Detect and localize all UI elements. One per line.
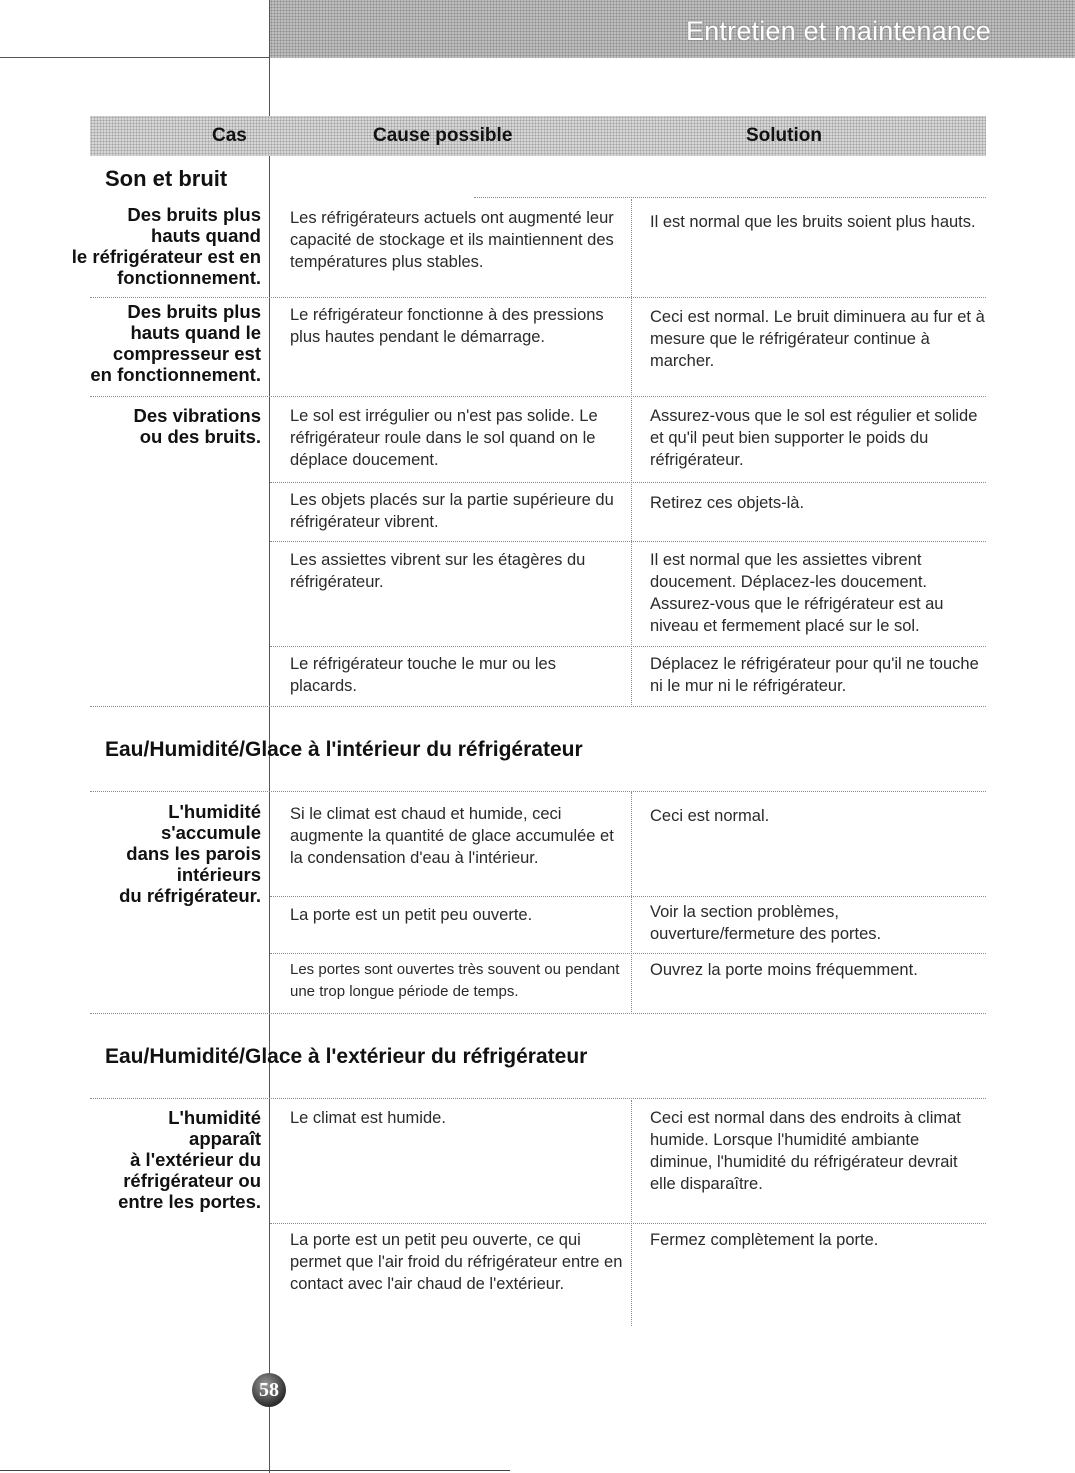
divider bbox=[270, 541, 986, 542]
cause-cell: Le sol est irrégulier ou n'est pas solide. Le réfrigérateur roule dans le sol quand on le déplace doucement. bbox=[290, 407, 598, 469]
divider bbox=[270, 896, 986, 897]
solution-cell: Voir la section problèmes, ouverture/fermeture des portes. bbox=[650, 903, 882, 943]
header-title: Entretien et maintenance bbox=[686, 16, 991, 46]
solution-cell: Il est normal que les bruits soient plus hauts. bbox=[650, 213, 976, 231]
cause-cell: Les portes sont ouvertes très souvent ou pendant une trop longue période de temps. bbox=[290, 961, 620, 1000]
column-divider bbox=[631, 1100, 632, 1326]
cause-cell: Les objets placés sur la partie supérieure du réfrigérateur vibrent. bbox=[290, 491, 614, 531]
divider bbox=[90, 297, 986, 298]
divider bbox=[90, 791, 986, 792]
cause-cell: La porte est un petit peu ouverte, ce qui permet que l'air froid du réfrigérateur entre en contact avec l'air chaud de l'extérieur. bbox=[290, 1231, 623, 1293]
cause-cell: Le réfrigérateur touche le mur ou les placards. bbox=[290, 655, 556, 695]
cause-cell: Si le climat est chaud et humide, ceci augmente la quantité de glace accumulée et la condensation d'eau à l'intérieur. bbox=[290, 805, 614, 867]
section-title-interieur: Eau/Humidité/Glace à l'intérieur du réfrigérateur bbox=[105, 738, 583, 761]
column-header-cas: Cas bbox=[212, 125, 247, 146]
divider bbox=[270, 1223, 986, 1224]
case-humidite-interieur: L'humidité s'accumule dans les parois intérieurs du réfrigérateur. bbox=[119, 801, 261, 906]
section-title-son: Son et bruit bbox=[105, 166, 228, 191]
column-header-cause: Cause possible bbox=[373, 125, 513, 146]
case-vibrations: Des vibrations ou des bruits. bbox=[133, 405, 261, 447]
top-rule bbox=[0, 57, 270, 58]
solution-cell: Ceci est normal. Le bruit diminuera au fur et à mesure que le réfrigérateur continue à marcher. bbox=[650, 308, 985, 370]
solution-cell: Ceci est normal. bbox=[650, 807, 770, 825]
divider bbox=[270, 482, 986, 483]
divider bbox=[270, 953, 986, 954]
case-humidite-exterieur: L'humidité apparaît à l'extérieur du réfrigérateur ou entre les portes. bbox=[118, 1107, 261, 1212]
divider bbox=[270, 646, 986, 647]
case-bruits-fonctionnement: Des bruits plus hauts quand le réfrigérateur est en fonctionnement. bbox=[71, 204, 261, 288]
divider bbox=[90, 1098, 986, 1099]
solution-cell: Fermez complètement la porte. bbox=[650, 1231, 879, 1249]
margin-rule bbox=[269, 0, 270, 1473]
divider bbox=[474, 197, 986, 198]
divider bbox=[90, 706, 986, 707]
bottom-rule bbox=[0, 1470, 510, 1471]
solution-cell: Déplacez le réfrigérateur pour qu'il ne touche ni le mur ni le réfrigérateur. bbox=[650, 655, 979, 695]
cause-cell: Les réfrigérateurs actuels ont augmenté leur capacité de stockage et ils maintiennent des températures plus stables. bbox=[290, 209, 614, 271]
cause-cell: Le réfrigérateur fonctionne à des pressions plus hautes pendant le démarrage. bbox=[290, 306, 604, 346]
column-divider bbox=[631, 792, 632, 1012]
divider bbox=[90, 1013, 986, 1014]
cause-cell: La porte est un petit peu ouverte. bbox=[290, 906, 533, 924]
column-divider bbox=[631, 199, 632, 705]
column-header-solution: Solution bbox=[746, 125, 822, 146]
solution-cell: Assurez-vous que le sol est régulier et solide et qu'il peut bien supporter le poids du réfrigérateur. bbox=[650, 407, 978, 469]
cause-cell: Le climat est humide. bbox=[290, 1109, 446, 1127]
section-title-exterieur: Eau/Humidité/Glace à l'extérieur du réfrigérateur bbox=[105, 1045, 588, 1068]
solution-cell: Il est normal que les assiettes vibrent doucement. Déplacez-les doucement. Assurez-vous que le réfrigérateur est au niveau et fermement placé sur le sol. bbox=[650, 551, 944, 635]
divider bbox=[90, 396, 986, 397]
solution-cell: Ouvrez la porte moins fréquemment. bbox=[650, 961, 918, 979]
solution-cell: Ceci est normal dans des endroits à climat humide. Lorsque l'humidité ambiante diminue, l'humidité du réfrigérateur devrait elle disparaître. bbox=[650, 1109, 961, 1193]
case-bruits-compresseur: Des bruits plus hauts quand le compresseur est en fonctionnement. bbox=[90, 301, 261, 385]
page-number-badge: 58 bbox=[252, 1373, 286, 1407]
cause-cell: Les assiettes vibrent sur les étagères du réfrigérateur. bbox=[290, 551, 586, 591]
solution-cell: Retirez ces objets-là. bbox=[650, 494, 805, 512]
